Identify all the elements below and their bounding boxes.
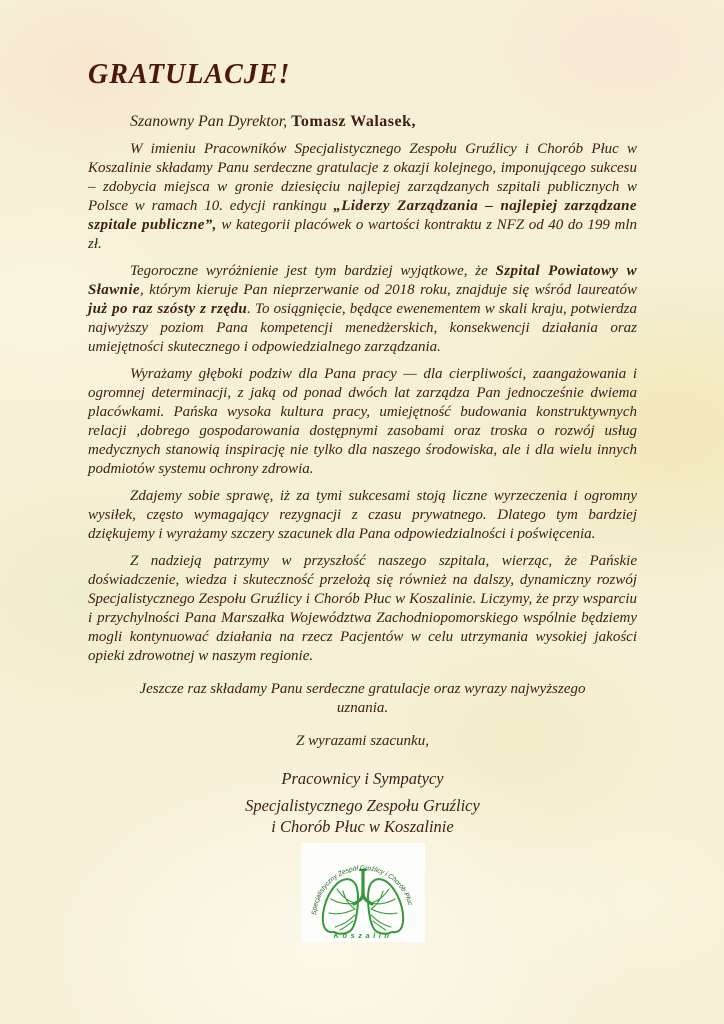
signature-people: Pracownicy i Sympatycy xyxy=(281,769,444,788)
paragraph-sacrifice xyxy=(88,487,637,544)
paragraph-ranking xyxy=(88,140,637,254)
signature-org-line1: Specjalistycznego Zespołu Gruźlicy xyxy=(245,796,480,815)
bold-phrase-hospital-name: Szpital Powiatowy w Sławnie xyxy=(88,263,638,298)
text-segment: Tegoroczne wyróżnienie jest tym bardziej wyjątkowe, że xyxy=(130,263,496,279)
text-segment: , którym kieruje Pan nieprzerwanie od 2018 roku, znajduje się wśród laureatów xyxy=(139,282,637,298)
letter-content xyxy=(88,58,637,942)
paragraph-award xyxy=(88,262,637,357)
regards-line: Z wyrazami szacunku, xyxy=(296,733,429,749)
paragraph-admiration xyxy=(88,365,637,479)
greeting-line xyxy=(88,112,637,131)
paragraph-future xyxy=(88,552,637,666)
text-segment: Zdajemy sobie sprawę, iż za tymi sukcesami stoją liczne wyrzeczenia i ogromny wysiłek, często wymagający rezygnacji z czasu prywatnego. Dlatego tym bardziej dziękujemy i wyrażamy szczery szacunek dla Pana odpowiedzialności i poświęcenia. xyxy=(88,488,637,542)
logo-arc-text: Specjalistyczny Zespół Gruźlicy i Chorób Płuc xyxy=(310,864,413,916)
text-segment: Z nadzieją patrzymy w przyszłość naszego szpitala, wierząc, że Pańskie doświadczenie, wiedza i skuteczność przełożą się również na dalszy, dynamiczny rozwój Specjalistycznego Zespołu Gruźlicy i Chorób Płuc w Koszalinie. Liczymy, że przy wsparciu i przychylności Pana Marszałka Województwa Zachodniopomorskiego wspólnie będziemy mogli kontynuować działania na rzecz Pacjentów w celu utrzymania wysokiej jakości opieki zdrowotnej w naszym regionie. xyxy=(88,553,637,664)
signature-organization xyxy=(88,795,637,837)
bold-phrase-sixth-time: już po raz szósty z rzędu xyxy=(88,301,248,317)
hospital-logo xyxy=(301,843,425,942)
recipient-name: Tomasz Walasek, xyxy=(291,113,417,130)
logo-city-text: Koszalin xyxy=(333,931,392,940)
signature-org-line2: i Chorób Płuc w Koszalinie xyxy=(271,817,454,836)
text-segment: W imieniu Pracowników Specjalistycznego Zespołu Gruźlicy i Chorób Płuc w Koszalinie składamy Panu serdeczne gratulacje z okazji kolejnego, imponującego sukcesu – zdobycia miejsca w gronie dziesięciu najlepiej zarządzanych szpitali publicznych w Polsce w ramach 10. edycji rankingu xyxy=(88,141,637,214)
closing-line: Jeszcze raz składamy Panu serdeczne gratulacje oraz wyrazy najwyższego uznania. xyxy=(139,681,586,716)
page-title: GRATULACJE! xyxy=(88,59,291,90)
text-segment: Wyrażamy głęboki podziw dla Pana pracy — dla cierpliwości, zaangażowania i ogromnej determinacji, z jaką od ponad dwóch lat zarządza Pan jednocześnie dwiema placówkami. Pańska wysoka kultura pracy, umiejętność budowania konstruktywnych relacji ,dobrego gospodarowania dostępnymi zasobami oraz troska o rozwój usług medycznych stanowią inspirację nie tylko dla naszego środowiska, ale i dla wielu innych podmiotów systemu ochrony zdrowia. xyxy=(88,366,637,477)
greeting-prefix: Szanowny Pan Dyrektor, xyxy=(130,113,292,130)
text-segment: w kategorii placówek o wartości kontraktu z NFZ od 40 do 199 mln zł. xyxy=(88,217,637,252)
text-segment: . To osiągnięcie, będące ewenementem w skali kraju, potwierdza najwyższy poziom Pana kompetencji menedżerskich, konsekwencji działania oraz umiejętności skutecznego i odpowiedzialnego zarządzania. xyxy=(88,301,637,355)
bold-phrase-ranking-name: „Liderzy Zarządzania – najlepiej zarządzane szpitale publiczne”, xyxy=(88,198,637,233)
